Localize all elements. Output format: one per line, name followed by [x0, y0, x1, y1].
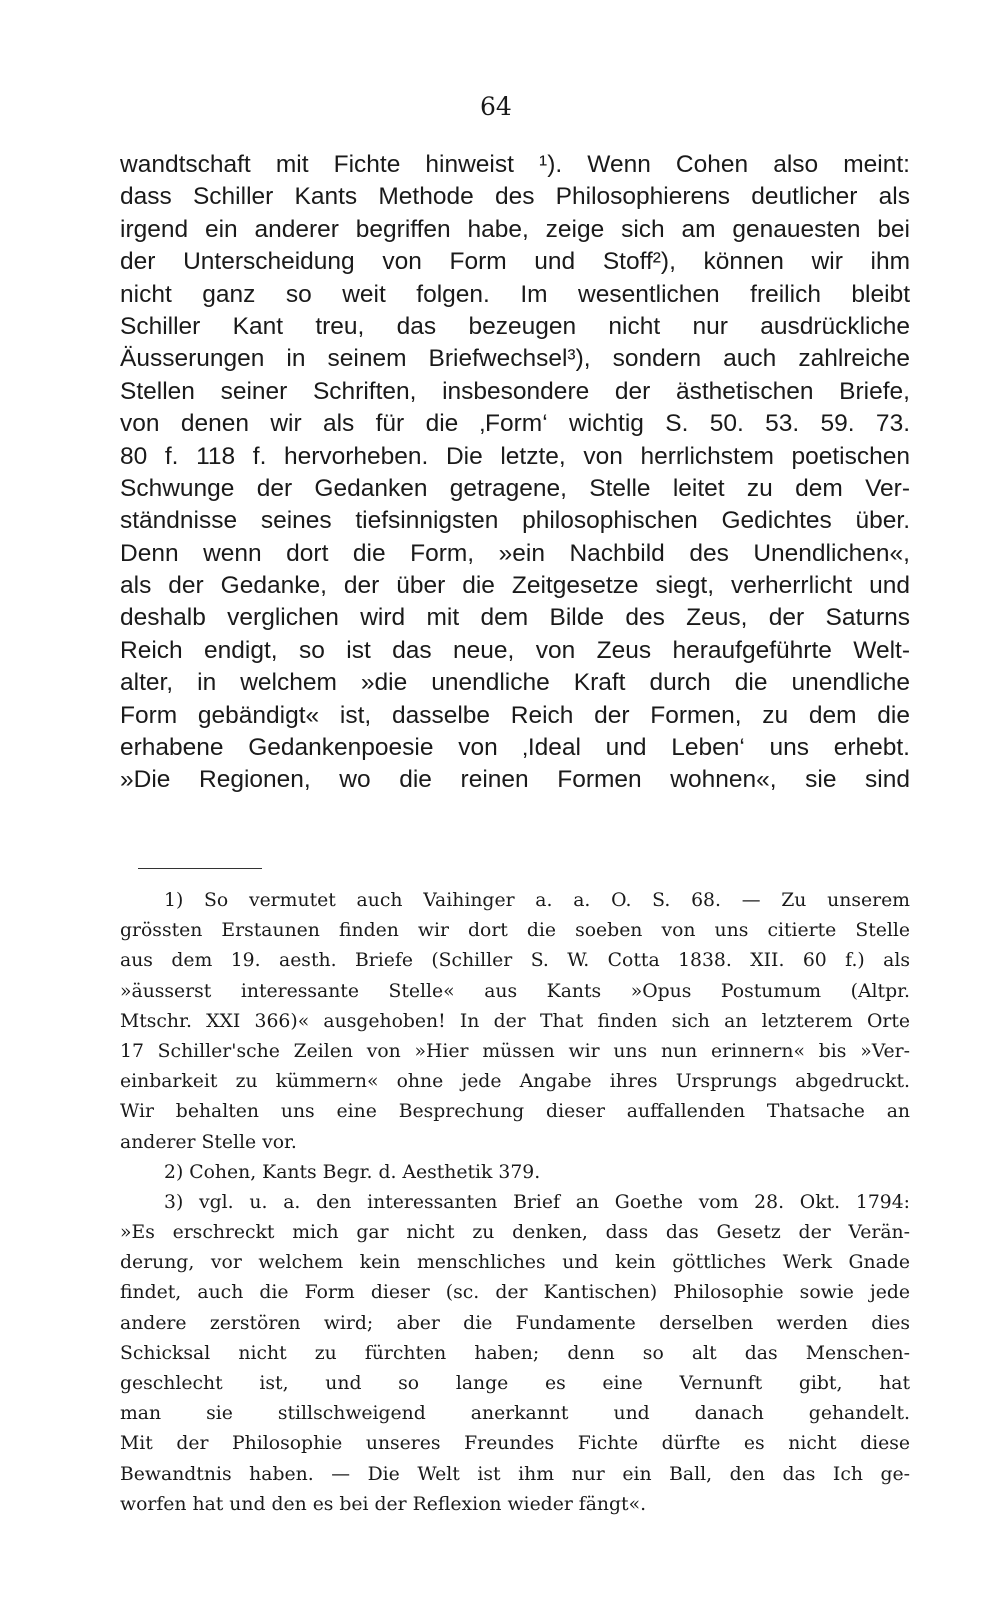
body-line: deshalb verglichen wird mit dem Bilde des Zeus, der Saturns: [120, 604, 910, 632]
footnote-1-line: grössten Erstaunen finden wir dort die soeben von uns citierte Stelle: [120, 920, 910, 942]
body-line: Stellen seiner Schriften, insbesondere der ästhetischen Briefe,: [120, 377, 910, 405]
footnote-3-line: »Es erschreckt mich gar nicht zu denken, dass das Gesetz der Verän-: [120, 1222, 910, 1244]
body-line: alter, in welchem »die unendliche Kraft durch die unendliche: [120, 669, 910, 697]
footnote-1-line: 1) So vermutet auch Vaihinger a. a. O. S. 68. — Zu unserem: [164, 890, 910, 911]
footnote-1-line: anderer Stelle vor.: [120, 1131, 297, 1153]
body-line: dass Schiller Kants Methode des Philosophierens deutlicher als: [120, 183, 910, 211]
footnote-3-line: 3) vgl. u. a. den interessanten Brief an Goethe vom 28. Okt. 1794:: [164, 1191, 910, 1213]
body-line: wandtschaft mit Fichte hinweist ¹). Wenn Cohen also meint:: [120, 151, 910, 178]
body-line: von denen wir als für die ‚Form‘ wichtig S. 50. 53. 59. 73.: [120, 410, 910, 438]
footnote-2-line: 2) Cohen, Kants Begr. d. Aesthetik 379.: [164, 1161, 541, 1183]
body-line: der Unterscheidung von Form und Stoff²), können wir ihm: [120, 248, 910, 276]
footnote-1-line: Mtschr. XXI 366)« ausgehoben! In der That finden sich an letzterem Orte: [120, 1010, 910, 1032]
footnotes: [120, 886, 910, 1520]
body-text: [120, 149, 910, 797]
body-line: Form gebändigt« ist, dasselbe Reich der Formen, zu dem die: [120, 701, 910, 729]
footnote-3-line: Mit der Philosophie unseres Freundes Fichte dürfte es nicht diese: [120, 1433, 910, 1455]
body-line: erhabene Gedankenpoesie von ‚Ideal und Leben‘ uns erhebt.: [120, 734, 910, 762]
footnote-separator: [138, 868, 262, 869]
body-line: nicht ganz so weit folgen. Im wesentlichen freilich bleibt: [120, 280, 910, 308]
footnote-3-line: Bewandtnis haben. — Die Welt ist ihm nur ein Ball, den das Ich ge-: [120, 1463, 910, 1485]
body-line: Schiller Kant treu, das bezeugen nicht nur ausdrückliche: [120, 312, 910, 340]
body-line: ständnisse seines tiefsinnigsten philosophischen Gedichtes über.: [120, 507, 910, 535]
body-line: Schwunge der Gedanken getragene, Stelle leitet zu dem Ver-: [120, 474, 910, 502]
footnote-3-line: derung, vor welchem kein menschliches und kein göttliches Werk Gnade: [120, 1252, 910, 1274]
footnote-1-line: einbarkeit zu kümmern« ohne jede Angabe ihres Ursprungs abgedruckt.: [120, 1071, 910, 1093]
footnote-3-line: andere zerstören wird; aber die Fundamente derselben werden dies: [120, 1312, 910, 1334]
footnote-1-line: Wir behalten uns eine Besprechung dieser auffallenden Thatsache an: [120, 1101, 910, 1123]
body-line: Denn wenn dort die Form, »ein Nachbild des Unendlichen«,: [120, 539, 910, 567]
body-line: »Die Regionen, wo die reinen Formen wohnen«, sie sind: [120, 766, 910, 794]
footnote-1-line: »äusserst interessante Stelle« aus Kants »Opus Postumum (Altpr.: [120, 980, 910, 1002]
footnote-3-line: Schicksal nicht zu fürchten haben; denn so alt das Menschen-: [120, 1342, 910, 1364]
footnote-3-line: findet, auch die Form dieser (sc. der Kantischen) Philosophie sowie jede: [120, 1282, 910, 1304]
footnote-3-line: geschlecht ist, und so lange es eine Vernunft gibt, hat: [120, 1373, 910, 1394]
body-line: 80 f. 118 f. hervorheben. Die letzte, von herrlichstem poetischen: [120, 442, 910, 470]
page-number: 64: [480, 92, 512, 121]
footnote-1-line: aus dem 19. aesth. Briefe (Schiller S. W. Cotta 1838. XII. 60 f.) als: [120, 950, 910, 972]
body-line: irgend ein anderer begriffen habe, zeige sich am genauesten bei: [120, 215, 910, 243]
footnote-3-line: worfen hat und den es bei der Reflexion wieder fängt«.: [120, 1493, 647, 1515]
body-line: Äusserungen in seinem Briefwechsel³), sondern auch zahlreiche: [120, 345, 910, 373]
body-line: als der Gedanke, der über die Zeitgesetze siegt, verherrlicht und: [120, 572, 910, 600]
body-line: Reich endigt, so ist das neue, von Zeus heraufgeführte Welt-: [120, 636, 910, 664]
footnote-1-line: 17 Schiller'sche Zeilen von »Hier müssen wir uns nun erinnern« bis »Ver-: [120, 1040, 910, 1062]
footnote-3-line: man sie stillschweigend anerkannt und danach gehandelt.: [120, 1403, 910, 1425]
